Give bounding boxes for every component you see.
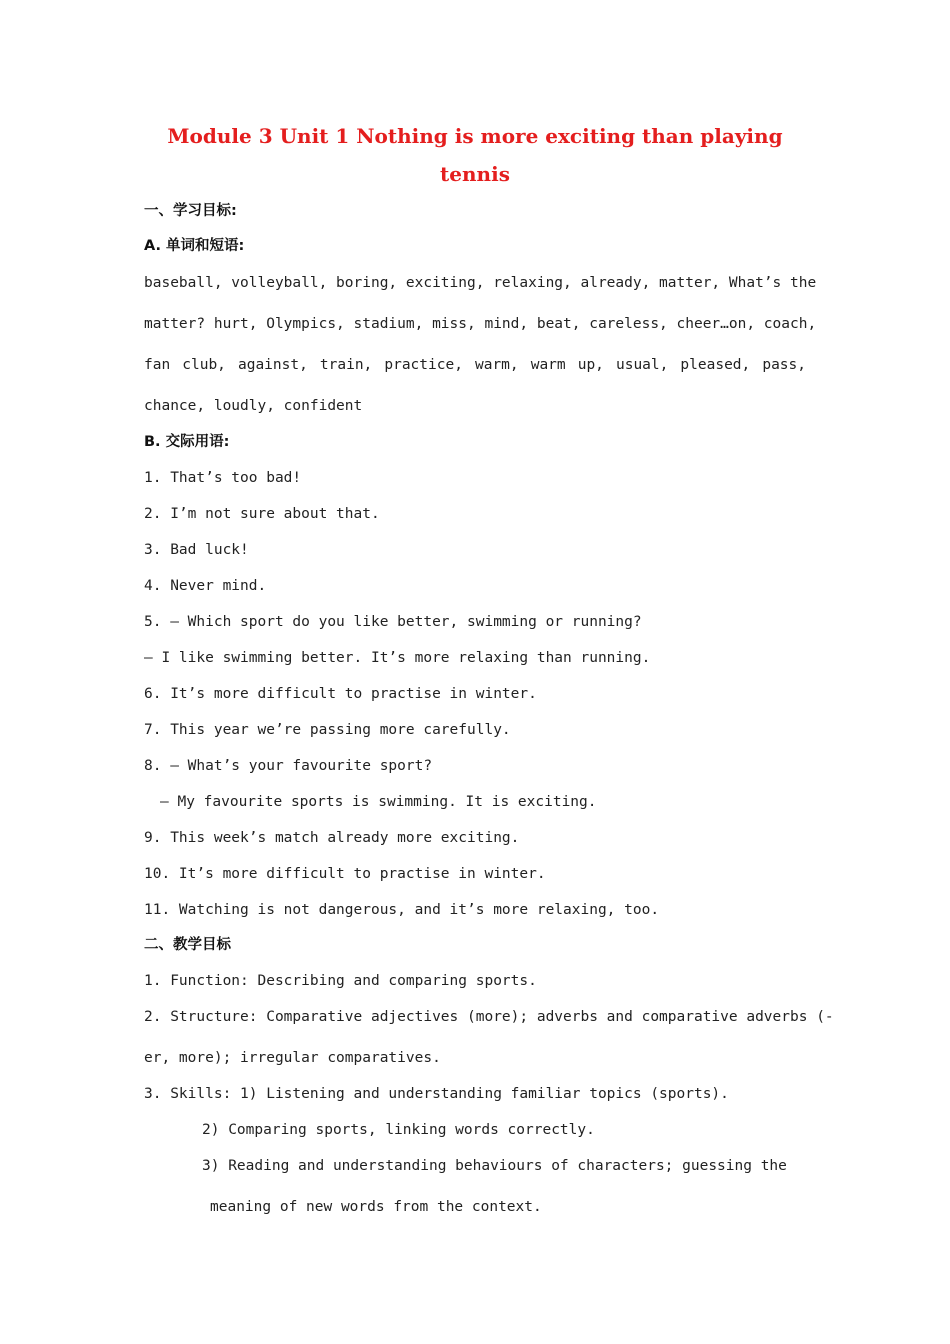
objective-item-continued: er, more); irregular comparatives. [144, 1050, 441, 1066]
vocab-line: matter? hurt, Olympics, stadium, miss, mind, beat, careless, cheer…on, coach, [144, 316, 817, 332]
expression-item: 10. It’s more difficult to practise in winter. [144, 866, 546, 882]
expression-item: 1. That’s too bad! [144, 470, 302, 486]
document-title-line-1: Module 3 Unit 1 Nothing is more exciting than playing [167, 124, 783, 148]
expression-item: — My favourite sports is swimming. It is exciting. [160, 794, 597, 810]
objective-item: 1. Function: Describing and comparing sports. [144, 973, 537, 989]
objective-item: 3. Skills: 1) Listening and understanding familiar topics (sports). [144, 1086, 729, 1102]
document-title-line-2: tennis [440, 162, 510, 186]
objective-item: 2. Structure: Comparative adjectives (more); adverbs and comparative adverbs (- [144, 1009, 834, 1025]
part-a-heading: A. 单词和短语: [144, 238, 245, 254]
expression-item: — I like swimming better. It’s more relaxing than running. [144, 650, 651, 666]
objective-subitem: 2) Comparing sports, linking words correctly. [202, 1122, 595, 1138]
expression-item: 8. — What’s your favourite sport? [144, 758, 433, 774]
expression-item: 7. This year we’re passing more carefully. [144, 722, 511, 738]
expression-item: 6. It’s more difficult to practise in winter. [144, 686, 537, 702]
vocab-line: chance, loudly, confident [144, 398, 363, 414]
expression-item: 4. Never mind. [144, 578, 267, 594]
expression-item: 9. This week’s match already more exciting. [144, 830, 520, 846]
expression-item: 2. I’m not sure about that. [144, 506, 380, 522]
expression-item: 3. Bad luck! [144, 542, 249, 558]
vocab-line: baseball, volleyball, boring, exciting, relaxing, already, matter, What’s the [144, 275, 817, 291]
expression-item: 5. — Which sport do you like better, swimming or running? [144, 614, 642, 630]
objective-subitem-continued: meaning of new words from the context. [210, 1199, 542, 1215]
section-2-heading: 二、教学目标 [144, 937, 231, 953]
expression-item: 11. Watching is not dangerous, and it’s more relaxing, too. [144, 902, 660, 918]
part-b-heading: B. 交际用语: [144, 434, 230, 450]
section-1-heading: 一、学习目标: [144, 203, 237, 219]
vocab-line: fan club, against, train, practice, warm, warm up, usual, pleased, pass, [144, 357, 806, 373]
objective-subitem: 3) Reading and understanding behaviours of characters; guessing the [202, 1158, 787, 1174]
